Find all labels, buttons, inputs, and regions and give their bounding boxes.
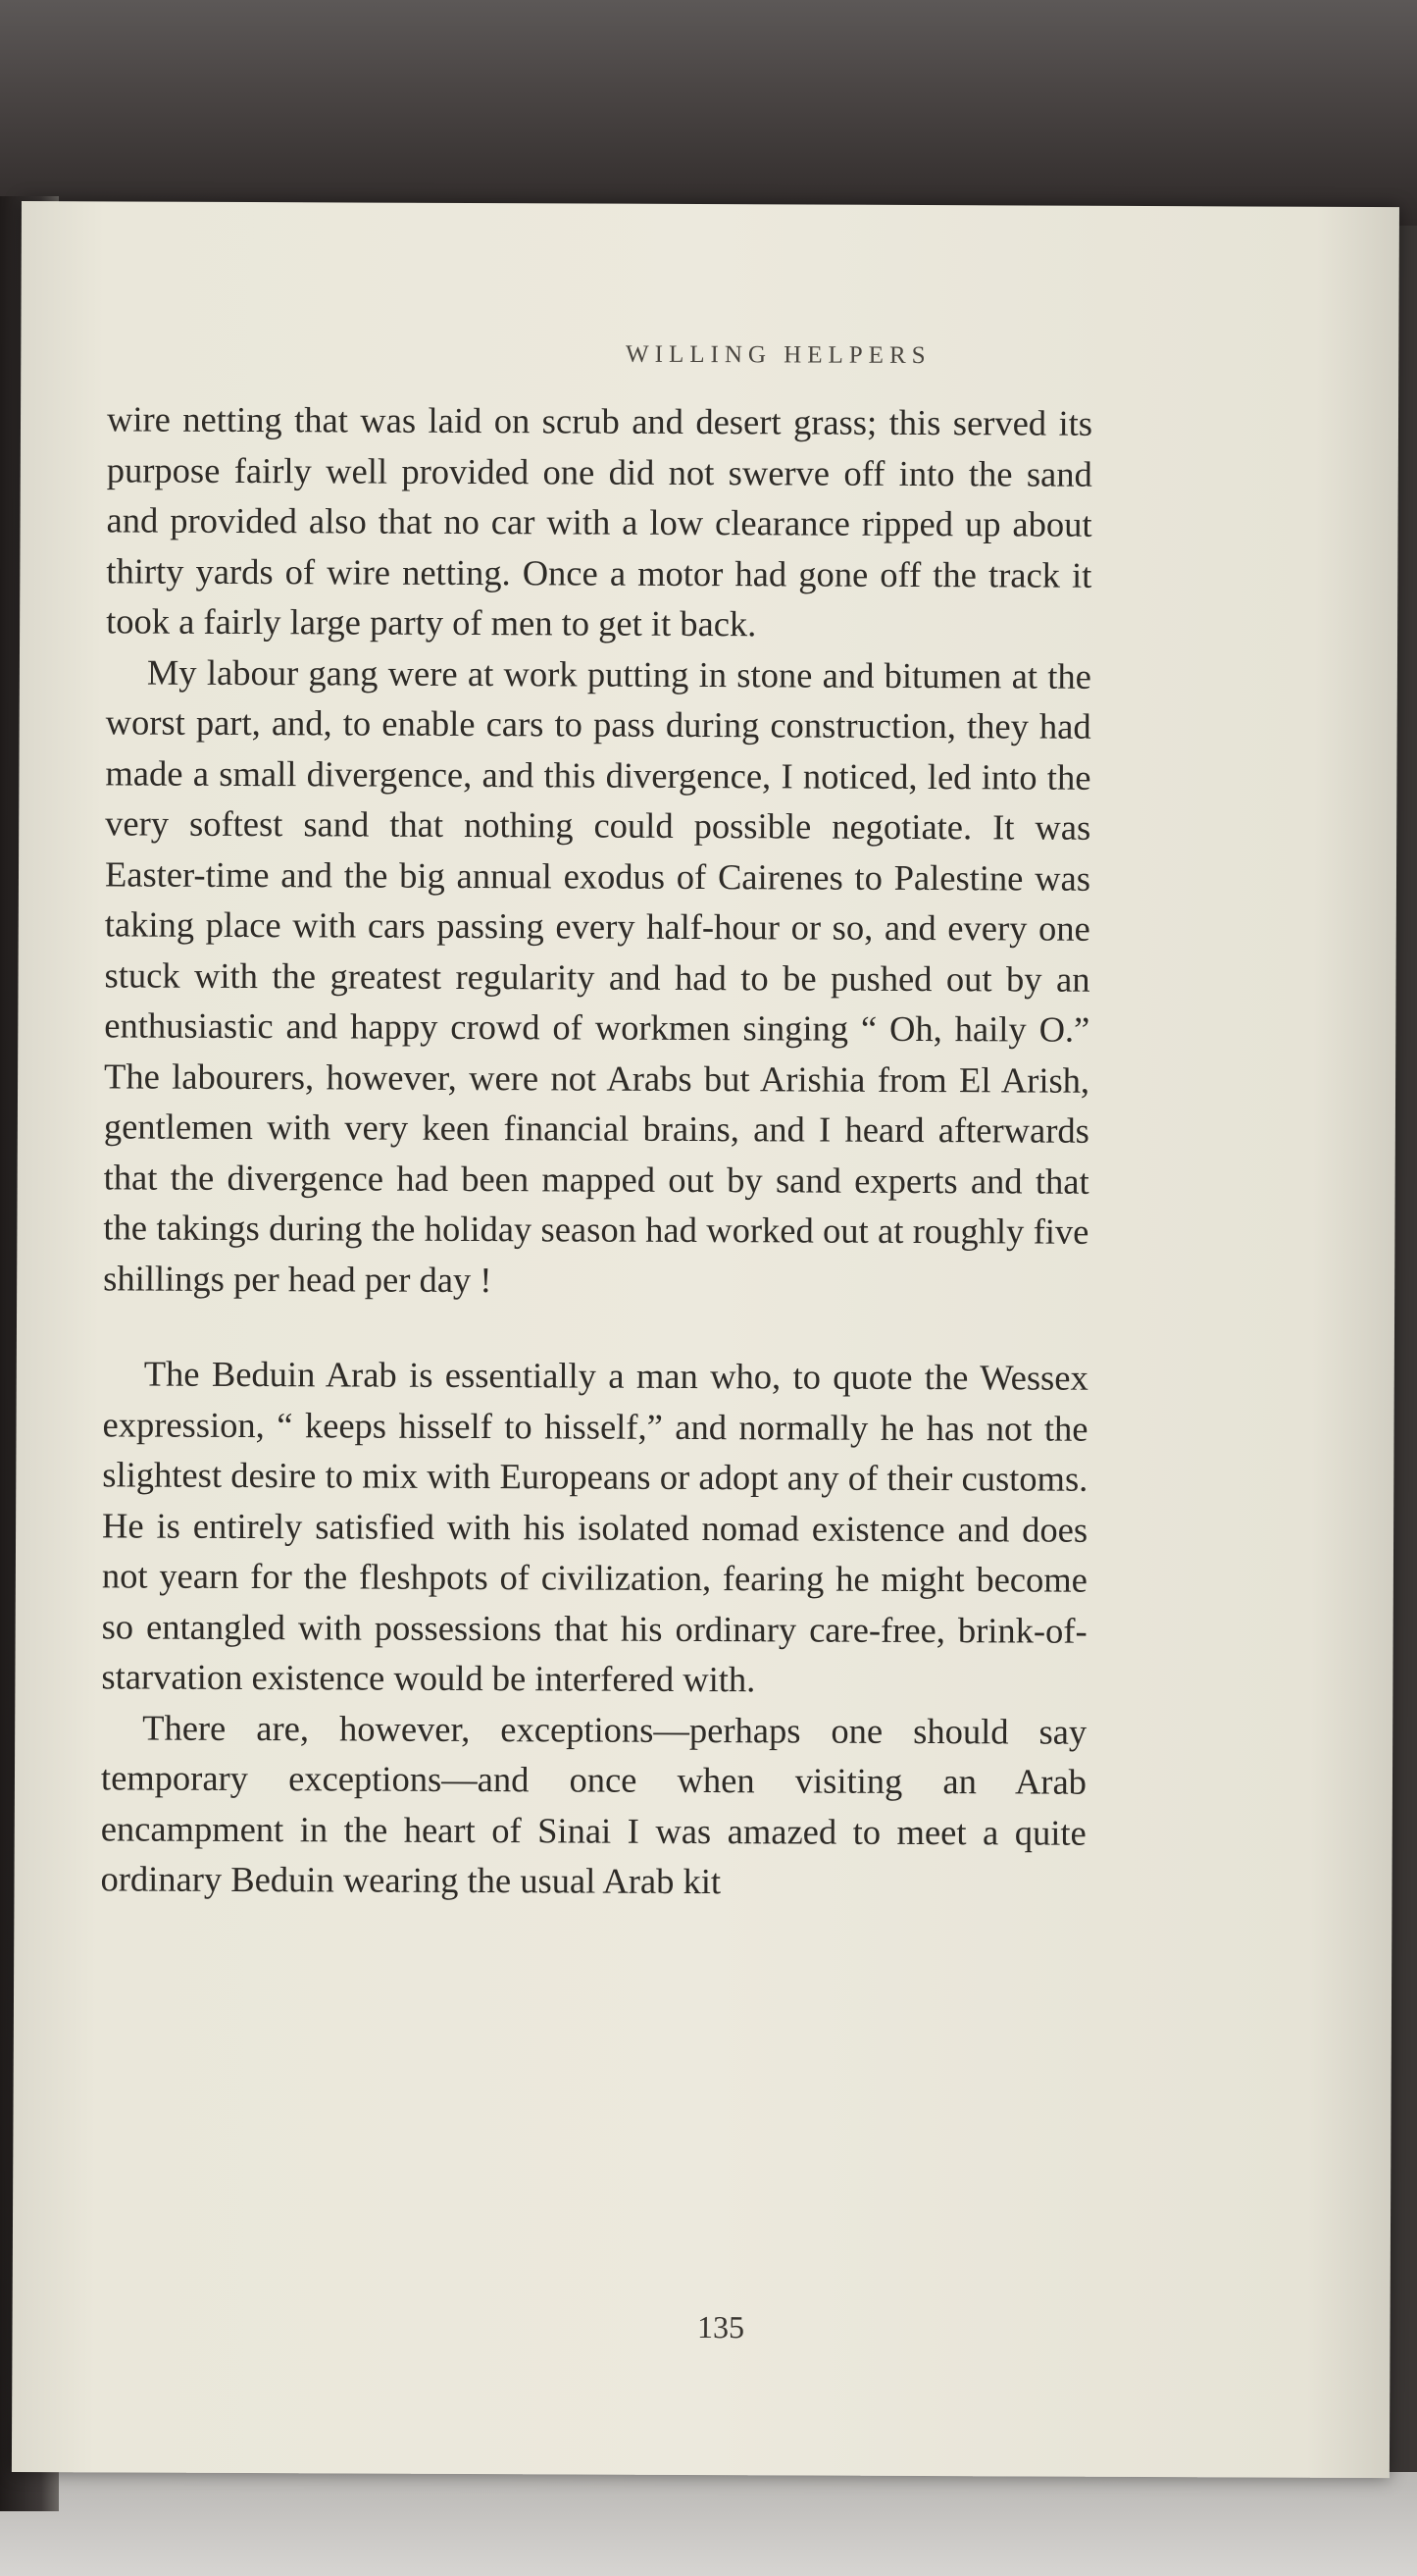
table-surface bbox=[0, 2472, 1417, 2576]
paragraph-1: wire netting that was laid on scrub and desert grass; this served its purpose fairly well provided one did not swerve off into the sand and provided also that no car with a low clearance ripped up about thirty yards of wire netting. Once a motor had gone off the track it took a fairly large party of men to get it back. bbox=[106, 398, 1093, 644]
background-top bbox=[0, 0, 1417, 226]
paragraph-4: There are, however, exceptions—perhaps one should say temporary exceptions—and once when visiting an Arab encampment in the heart of Sinai I was amazed to meet a quite ordinary Beduin wearing the usual Arab kit bbox=[100, 1707, 1088, 1902]
running-head: WILLING HELPERS bbox=[626, 340, 932, 370]
book-page bbox=[12, 201, 1399, 2478]
paragraph-2: My labour gang were at work putting in stone and bitumen at the worst part, and, to enable cars to pass during construction, they had made a small divergence, and this divergence, I noticed, led into the very softest sand that nothing could possible negotiate. It was Easter-time and the big annual exodus of Cairenes to Palestine was taking place with cars passing every half-hour or so, and every one stuck with the greatest regularity and had to be pushed out by an enthusiastic and happy crowd of workmen singing “ Oh, haily O.” The labourers, however, were not Arabs but Arishia from El Arish, gentlemen with very keen financial brains, and I heard afterwards that the divergence had been mapped out by sand experts and that the takings during the holiday season had worked out at roughly five shillings per head per day ! bbox=[103, 651, 1091, 1300]
paragraph-3: The Beduin Arab is essentially a man who, to quote the Wessex expression, “ keeps hisself to hisself,” and normally he has not the slightest desire to mix with Europeans or adopt any of their customs. He is entirely satisfied with his isolated nomad existence and does not yearn for the fleshpots of civilization, fearing he might become so entangled with possessions that his ordinary care-free, brink-of-starvation existence would be interfered with. bbox=[101, 1353, 1088, 1700]
body-text bbox=[100, 393, 1092, 1908]
page-number: 135 bbox=[696, 2309, 745, 2345]
